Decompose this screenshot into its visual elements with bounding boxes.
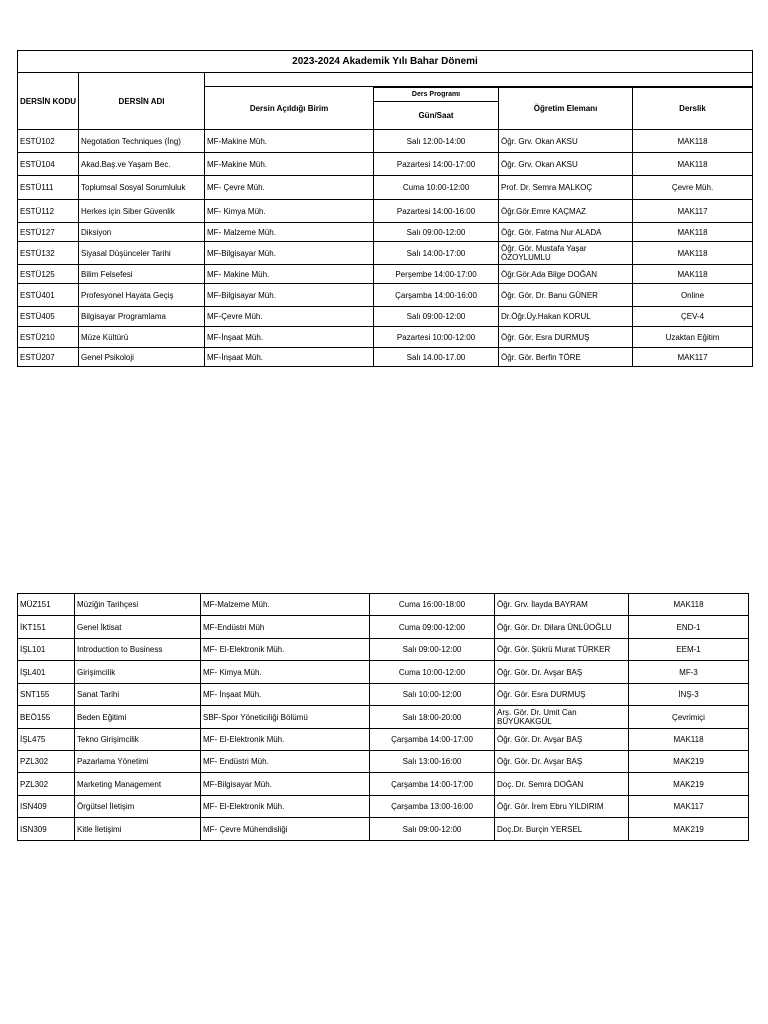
course-room: MAK118 (633, 223, 753, 242)
table-row (18, 661, 749, 684)
course-code: İŞL401 (18, 661, 75, 684)
course-time: Çarşamba 14:00-17:00 (370, 729, 495, 751)
course-unit: MF- Endüstri Müh. (201, 751, 370, 773)
course-name: Bilim Felsefesi (79, 265, 205, 284)
course-room: MAK118 (633, 242, 753, 265)
course-time: Çarşamba 14:00-16:00 (374, 284, 499, 307)
course-instructor: Prof. Dr. Semra MALKOÇ (499, 176, 633, 200)
course-time: Cuma 16:00-18:00 (370, 594, 495, 616)
course-code: İKT151 (18, 616, 75, 639)
course-code: ISN409 (18, 796, 75, 818)
course-unit: MF-Çevre Müh. (205, 307, 374, 327)
course-instructor: Öğr. Gör. Dr. Dilara ÜNLÜOĞLU (495, 616, 629, 639)
course-name: Profesyonel Hayata Geçiş (79, 284, 205, 307)
course-code: ESTÜ112 (18, 200, 79, 223)
course-instructor: Öğr. Grv. İlayda BAYRAM (495, 594, 629, 616)
course-time: Salı 12:00-14:00 (374, 130, 499, 153)
course-room: MAK118 (629, 594, 749, 616)
header-unit: Dersin Açıldığı Birim (205, 87, 374, 130)
course-unit: MF-Bilgisayar Müh. (205, 284, 374, 307)
course-instructor: Öğr. Gör. Dr. Avşar BAŞ (495, 729, 629, 751)
course-unit: MF-Bilgisayar Müh. (201, 773, 370, 796)
course-time: Salı 14.00-17.00 (374, 348, 499, 367)
course-code: ISN309 (18, 818, 75, 841)
table-row (18, 176, 753, 200)
table-row (18, 348, 753, 367)
course-code: ESTÜ207 (18, 348, 79, 367)
course-time: Çarşamba 14:00-17:00 (370, 773, 495, 796)
course-room: Çevrimiçi (629, 706, 749, 729)
table-row (18, 242, 753, 265)
course-code: ESTÜ102 (18, 130, 79, 153)
course-room: MAK117 (633, 348, 753, 367)
course-room: MAK117 (629, 796, 749, 818)
course-code: BEÖ155 (18, 706, 75, 729)
course-time: Cuma 10:00-12:00 (370, 661, 495, 684)
course-time: Perşembe 14:00-17:00 (374, 265, 499, 284)
course-instructor: Öğr. Grv. Okan AKSU (499, 130, 633, 153)
table-row (18, 684, 749, 706)
course-unit: MF- İnşaat Müh. (201, 684, 370, 706)
course-name: Akad.Baş.ve Yaşam Bec. (79, 153, 205, 176)
table-row (18, 284, 753, 307)
table-row (18, 594, 749, 616)
course-code: SNT155 (18, 684, 75, 706)
course-code: ESTÜ132 (18, 242, 79, 265)
course-room: MAK118 (633, 153, 753, 176)
table-row (18, 307, 753, 327)
course-code: MÜZ151 (18, 594, 75, 616)
course-name: Genel İktisat (75, 616, 201, 639)
course-instructor: Doç.Dr. Burçin YERSEL (495, 818, 629, 841)
course-unit: MF- Makine Müh. (205, 265, 374, 284)
course-time: Pazartesi 14:00-16:00 (374, 200, 499, 223)
table-row (18, 616, 749, 639)
table-row (18, 265, 753, 284)
course-name: Girişimcilik (75, 661, 201, 684)
course-code: ESTÜ401 (18, 284, 79, 307)
course-name: Diksiyon (79, 223, 205, 242)
table-row (18, 773, 749, 796)
course-instructor: Öğr. Gör. Dr. Avşar BAŞ (495, 751, 629, 773)
table-row (18, 751, 749, 773)
course-room: MAK118 (629, 729, 749, 751)
course-room: Online (633, 284, 753, 307)
course-name: Siyasal Düşünceler Tarihi (79, 242, 205, 265)
course-code: ESTÜ125 (18, 265, 79, 284)
course-room: Çevre Müh. (633, 176, 753, 200)
course-unit: MF-Malzeme Müh. (201, 594, 370, 616)
course-room: MAK118 (633, 130, 753, 153)
course-unit: MF-Bilgisayar Müh. (205, 242, 374, 265)
course-room: MAK219 (629, 773, 749, 796)
course-unit: MF- Kimya Müh. (205, 200, 374, 223)
table-row (18, 223, 753, 242)
course-name: Marketing Management (75, 773, 201, 796)
course-time: Salı 09:00-12:00 (370, 639, 495, 661)
course-unit: MF-Makine Müh. (205, 153, 374, 176)
course-instructor: Öğr. Gör. Dr. Avşar BAŞ (495, 661, 629, 684)
course-instructor: Öğr.Gör.Ada Bilge DOĞAN (499, 265, 633, 284)
course-code: PZL302 (18, 751, 75, 773)
table-row (18, 706, 749, 729)
course-code: ESTÜ405 (18, 307, 79, 327)
course-instructor: Öğr. Gör. Esra DURMUŞ (499, 327, 633, 348)
table-row (18, 729, 749, 751)
course-unit: MF-İnşaat Müh. (205, 348, 374, 367)
course-unit: MF- Kimya Müh. (201, 661, 370, 684)
header-daytime: Gün/Saat (374, 102, 499, 130)
course-instructor: Öğr. Gör. İrem Ebru YILDIRIM (495, 796, 629, 818)
schedule-table-1 (17, 50, 753, 367)
course-name: Kitle İletişimi (75, 818, 201, 841)
header-code: DERSİN KODU (18, 73, 79, 130)
header-room: Derslik (633, 88, 753, 130)
course-unit: MF- Çevre Mühendisliği (201, 818, 370, 841)
course-time: Pazartesi 10:00-12:00 (374, 327, 499, 348)
course-name: Toplumsal Sosyal Sorumluluk (79, 176, 205, 200)
course-unit: MF- El-Elektronik Müh. (201, 729, 370, 751)
header-instructor: Öğretim Elemanı (499, 88, 633, 130)
course-unit: MF- Malzeme Müh. (205, 223, 374, 242)
course-instructor: Arş. Gör. Dr. Umit Can BÜYÜKAKGÜL (495, 706, 629, 729)
course-unit: SBF-Spor Yöneticiliği Bölümü (201, 706, 370, 729)
course-instructor: Öğr. Gör. Dr. Banu GÜNER (499, 284, 633, 307)
table-row (18, 639, 749, 661)
course-code: ESTÜ111 (18, 176, 79, 200)
course-unit: MF-Makine Müh. (205, 130, 374, 153)
course-instructor: Öğr. Gör. Fatma Nur ALADA (499, 223, 633, 242)
table-row (18, 153, 753, 176)
header-program: Ders Programı (374, 88, 499, 102)
course-unit: MF- El-Elektronik Müh. (201, 639, 370, 661)
course-unit: MF-İnşaat Müh. (205, 327, 374, 348)
course-instructor: Öğr.Gör.Emre KAÇMAZ (499, 200, 633, 223)
course-code: PZL302 (18, 773, 75, 796)
course-instructor: Öğr. Gör. Berfin TÖRE (499, 348, 633, 367)
course-name: Müze Kültürü (79, 327, 205, 348)
course-name: Tekno Girişimcilik (75, 729, 201, 751)
table-row (18, 200, 753, 223)
course-time: Salı 09:00-12:00 (374, 223, 499, 242)
course-unit: MF- Çevre Müh. (205, 176, 374, 200)
table-row (18, 796, 749, 818)
header-name: DERSİN ADI (79, 73, 205, 130)
course-name: Genel Psikoloji (79, 348, 205, 367)
page-title: 2023-2024 Akademik Yılı Bahar Dönemi (18, 51, 753, 73)
course-time: Salı 09:00-12:00 (374, 307, 499, 327)
course-code: İŞL101 (18, 639, 75, 661)
table-row (18, 130, 753, 153)
course-name: Bilgisayar Programlama (79, 307, 205, 327)
course-code: İŞL475 (18, 729, 75, 751)
course-name: Pazarlama Yönetimi (75, 751, 201, 773)
course-time: Cuma 09:00-12:00 (370, 616, 495, 639)
course-code: ESTÜ104 (18, 153, 79, 176)
course-time: Salı 09:00-12:00 (370, 818, 495, 841)
course-room: İNŞ-3 (629, 684, 749, 706)
course-instructor: Öğr. Grv. Okan AKSU (499, 153, 633, 176)
course-name: Beden Eğitimi (75, 706, 201, 729)
course-time: Salı 18:00-20:00 (370, 706, 495, 729)
course-room: MAK118 (633, 265, 753, 284)
course-room: MF-3 (629, 661, 749, 684)
course-unit: MF-Endüstri Müh (201, 616, 370, 639)
course-time: Cuma 10:00-12:00 (374, 176, 499, 200)
course-room: EEM-1 (629, 639, 749, 661)
course-room: Uzaktan Eğitim (633, 327, 753, 348)
course-code: ESTÜ210 (18, 327, 79, 348)
course-time: Pazartesi 14:00-17:00 (374, 153, 499, 176)
course-time: Salı 13:00-16:00 (370, 751, 495, 773)
course-instructor: Öğr. Gör. Esra DURMUŞ (495, 684, 629, 706)
course-name: Herkes için Siber Güvenlik (79, 200, 205, 223)
header-spacer (205, 73, 753, 87)
course-instructor: Öğr. Gör. Mustafa Yaşar ÖZOYLUMLU (499, 242, 633, 265)
course-name: Sanat Tarihi (75, 684, 201, 706)
course-room: ÇEV-4 (633, 307, 753, 327)
course-instructor: Dr.Öğr.Üy.Hakan KORUL (499, 307, 633, 327)
schedule-table-2 (17, 593, 749, 841)
course-unit: MF- El-Elektronik Müh. (201, 796, 370, 818)
course-name: Introduction to Business (75, 639, 201, 661)
course-name: Negotation Techniques (İng) (79, 130, 205, 153)
course-instructor: Öğr. Gör. Şükrü Murat TÜRKER (495, 639, 629, 661)
course-room: END-1 (629, 616, 749, 639)
course-name: Örgütsel İletişim (75, 796, 201, 818)
course-time: Salı 14:00-17:00 (374, 242, 499, 265)
course-room: MAK219 (629, 818, 749, 841)
table-row (18, 327, 753, 348)
course-room: MAK219 (629, 751, 749, 773)
course-name: Müziğin Tarihçesi (75, 594, 201, 616)
table-row (18, 818, 749, 841)
course-code: ESTÜ127 (18, 223, 79, 242)
course-time: Salı 10:00-12:00 (370, 684, 495, 706)
course-instructor: Doç. Dr. Semra DOĞAN (495, 773, 629, 796)
course-room: MAK117 (633, 200, 753, 223)
course-time: Çarşamba 13:00-16:00 (370, 796, 495, 818)
